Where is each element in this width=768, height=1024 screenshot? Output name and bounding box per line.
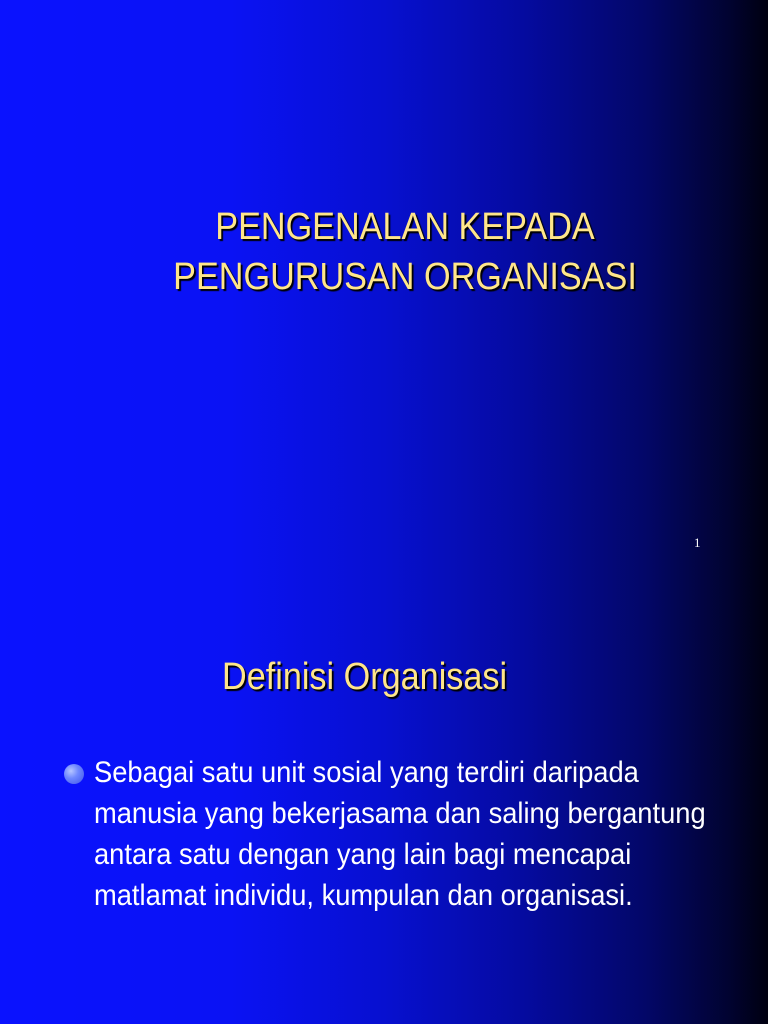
slide-2 (0, 576, 768, 1024)
bullet-dot-icon (64, 764, 84, 784)
slide-title (41, 202, 768, 302)
bullet-text: Sebagai satu unit sosial yang terdiri daripada manusia yang bekerjasama dan saling bergantung antara satu dengan yang lain bagi mencapai matlamat individu, kumpulan dan organisasi. (94, 756, 706, 912)
slide-heading: Definisi Organisasi (222, 656, 508, 698)
bullet-list (64, 752, 704, 916)
page-number: 1 (694, 535, 701, 550)
slide-title-line-1: PENGENALAN KEPADA (215, 206, 595, 248)
bullet-item (64, 752, 704, 916)
slide-title-line-2: PENGURUSAN ORGANISASI (173, 256, 637, 298)
